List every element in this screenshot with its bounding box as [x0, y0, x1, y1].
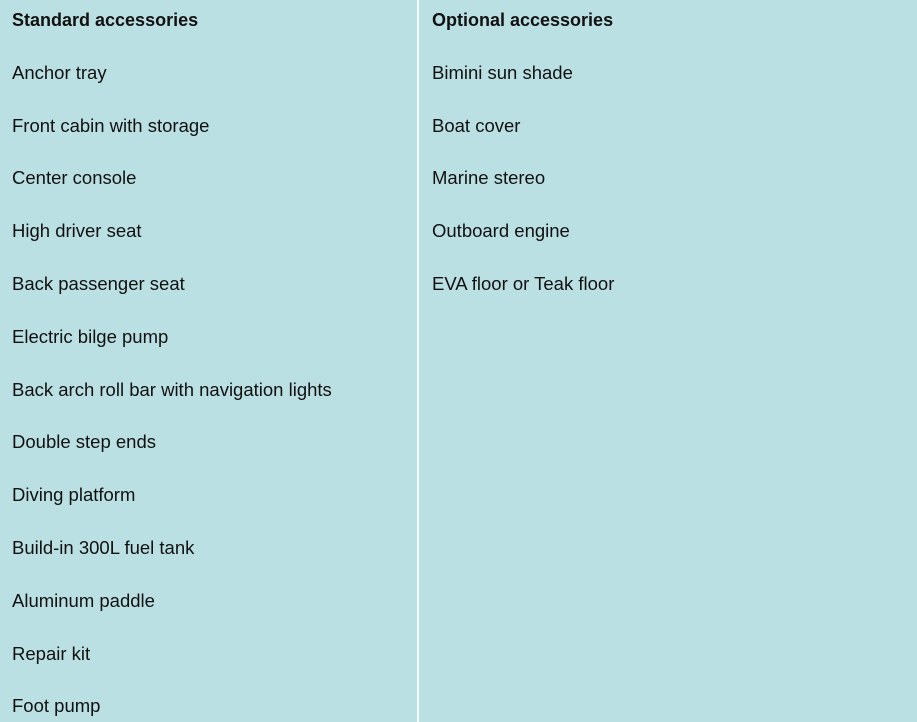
optional-item: EVA floor or Teak floor	[432, 272, 615, 294]
optional-item: Boat cover	[432, 114, 521, 136]
optional-item: Bimini sun shade	[432, 61, 573, 83]
standard-item: High driver seat	[12, 220, 142, 242]
standard-item: Foot pump	[12, 695, 101, 717]
optional-accessories-column	[419, 0, 917, 722]
standard-item: Center console	[12, 167, 137, 189]
standard-item: Anchor tray	[12, 61, 107, 83]
standard-item: Electric bilge pump	[12, 325, 169, 347]
standard-item: Build-in 300L fuel tank	[12, 536, 195, 558]
standard-accessories-column	[0, 0, 417, 722]
standard-item: Double step ends	[12, 431, 156, 453]
standard-item: Back arch roll bar with navigation lights	[12, 378, 332, 400]
standard-item: Back passenger seat	[12, 272, 185, 294]
standard-item: Front cabin with storage	[12, 114, 210, 136]
standard-item: Diving platform	[12, 484, 136, 506]
standard-item: Repair kit	[12, 642, 91, 664]
optional-item: Marine stereo	[432, 167, 546, 189]
optional-item: Outboard engine	[432, 220, 570, 242]
standard-item: Aluminum paddle	[12, 589, 155, 611]
standard-accessories-header: Standard accessories	[12, 10, 199, 30]
optional-accessories-header: Optional accessories	[432, 10, 614, 30]
